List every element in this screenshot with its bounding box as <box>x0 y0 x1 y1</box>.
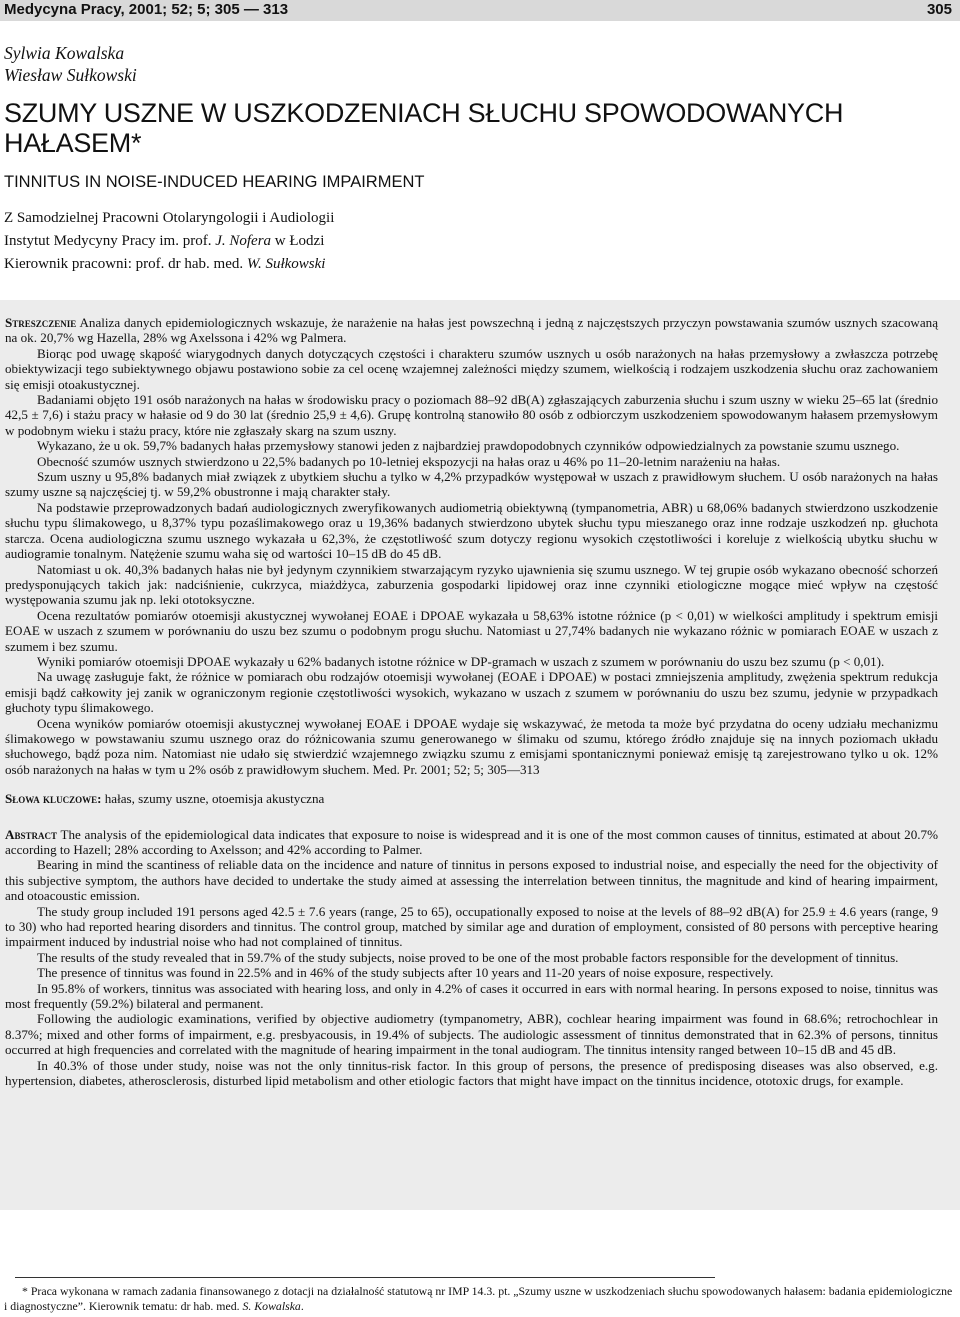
abstract-en-text: The results of the study revealed that in 59.7% of the study subjects, noise proved to be one of the most probable factors responsible for the development of tinnitus. <box>37 949 899 965</box>
footnote <box>4 1284 956 1313</box>
streszczenie-paragraph <box>5 438 938 453</box>
streszczenie-text: Analiza danych epidemiologicznych wskazuje, że narażenie na hałas jest powszechną i jedną z najczęstszych przyczyn powstawania szumów usznych szacowaną na ok. 20,7% wg Hazella, 28% wg Axelssona i 42% wg Palmera. <box>5 315 938 346</box>
abstract-box <box>0 300 960 1210</box>
abstract-en-paragraph <box>5 857 938 903</box>
streszczenie-paragraph <box>5 562 938 608</box>
affiliation-line <box>4 230 334 253</box>
footnote-end: . <box>300 1298 304 1313</box>
streszczenie-paragraph <box>5 500 938 562</box>
streszczenie-paragraph <box>5 454 938 469</box>
affiliation-line <box>4 253 334 276</box>
abstract-en-label: Abstract <box>5 826 57 842</box>
abstract-en-paragraph <box>5 981 938 1012</box>
author-name: Sylwia Kowalska <box>4 43 125 63</box>
abstract-en-text: The presence of tinnitus was found in 22.5% and in 46% of the study subjects after 10 years and 11-20 years of noise exposure, respectively. <box>37 965 774 981</box>
streszczenie-text: Obecność szumów usznych stwierdzono u 22,5% badanych po 10-letniej ekspozycji na hałas oraz u 46% po 11–20-letnim narażeniu na hałas. <box>37 453 781 469</box>
author-name: Wiesław Sułkowski <box>4 65 137 85</box>
keywords-text: hałas, szumy uszne, otoemisja akustyczna <box>101 791 325 807</box>
affiliation-text: w Łodzi <box>271 233 325 249</box>
keywords-label: Słowa kluczowe: <box>5 791 102 807</box>
streszczenie-paragraph <box>5 315 938 346</box>
streszczenie-text: Na uwagę zasługuje fakt, że różnice w pomiarach obu rodzajów otoemisji wywołanej (EOAE i DPOAE) w postaci zmniejszenia amplitudy, zwężenia spektrum redukcja emisji bądź całkowity jej zanik w ograniczonym regionie częstotliwości wysokich, wykazano w uszach z szumem w porównaniu do uszu bez szumu, jedynie w przypadkach głuchoty typu ślimakowego. <box>5 669 938 716</box>
article-title: SZUMY USZNE W USZKODZENIACH SŁUCHU SPOWODOWANYCH HAŁASEM* <box>4 98 844 158</box>
streszczenie-label: Streszczenie <box>5 315 77 330</box>
streszczenie-paragraph <box>5 346 938 392</box>
footnote-text <box>4 1284 956 1313</box>
author-list <box>4 42 137 86</box>
streszczenie-paragraph <box>5 716 938 778</box>
abstract-en-text: Bearing in mind the scantiness of reliable data on the incidence and nature of tinnitus in persons exposed to industrial noise, and especially the need for the objectivity of this subjective symptom, the authors have decided to undertake the study aimed at assessing the interrelation between tinnitus, the magnitude and kind of hearing impairment, and otoacoustic emission. <box>5 857 938 904</box>
footnote-divider <box>15 1277 715 1278</box>
abstract-en-text: Following the audiologic examinations, verified by objective audiometry (tympanometry, ABR), cochlear hearing impairment was found in 68.6%; retrochochlear in 8.37%; mixed and other forms of impairment, e.g. presbyacousis, in 19.4% of subjects. The audiologic assessment of tinnitus demonstrated that in 62.3% of persons, tinnitus occurred at high frequencies and correlated with the magnitude of hearing impairment in the tonal audiogram. The tinnitus intensity ranged between 10–15 dB and 45 dB. <box>5 1011 938 1058</box>
streszczenie-text: Wykazano, że u ok. 59,7% badanych hałas przemysłowy stanowi jeden z najbardziej prawdopodobnych czynników odpowiedzialnych za powstanie szumu usznego. <box>37 438 900 454</box>
page-number: 305 <box>926 1 952 18</box>
streszczenie-section <box>5 315 938 777</box>
abstract-en-paragraph <box>5 950 938 965</box>
abstract-en-paragraph <box>5 1011 938 1057</box>
streszczenie-paragraph <box>5 608 938 654</box>
footnote-body: * Praca wykonana w ramach zadania finansowanego z dotacji na działalność statutową nr IMP 14.3. pt. „Szumy uszne w uszkodzeniach słuchu spowodowanych hałasem: badania epidemiologiczne i diagnostyczne”. Kierownik tematu: dr hab. med. <box>4 1284 953 1313</box>
head-name: W. Sułkowski <box>246 256 326 272</box>
abstract-content <box>5 315 938 1089</box>
affiliation-text: Instytut Medycyny Pracy im. prof. <box>4 233 216 249</box>
streszczenie-text: Biorąc pod uwagę skąpość wiarygodnych danych dotyczących częstości i charakteru szumów usznych u osób narażonych na hałas przemysłowy a zwłaszcza potrzebę obiektywizacji tego subiektywnego objawu postawiono sobie za cel ocenę wzajemnej zależności między szumem, wielkością i rodzajem uszkodzenia słuchu oraz zachowaniem się emisji otoakustycznej. <box>5 345 938 392</box>
abstract-en-paragraph <box>5 965 938 980</box>
journal-citation: Medycyna Pracy, 2001; 52; 5; 305 — 313 <box>4 1 289 18</box>
affiliation-line: Z Samodzielnej Pracowni Otolaryngologii i Audiologii <box>4 210 335 226</box>
streszczenie-paragraph <box>5 469 938 500</box>
keywords-line <box>5 791 938 806</box>
streszczenie-paragraph <box>5 654 938 669</box>
streszczenie-text: Wyniki pomiarów otoemisji DPOAE wykazały u 62% badanych istotne różnice w DP-gramach w uszach z szumem w porównaniu do uszu bez szumu (p < 0,01). <box>37 653 885 669</box>
abstract-en-paragraph <box>5 1058 938 1089</box>
streszczenie-text: Ocena wyników pomiarów otoemisji akustycznej wywołanej EOAE i DPOAE wydaje się wskazywać, że metoda ta może być przydatna do oceny udziału mechanizmu ślimakowego w powstawaniu szumu usznego oraz do różnicowania szumu generowanego w ślimaku od szumu, którego źródło znajduje się na innych poziomach układu słuchowego, bądź poza nim. Natomiast nie udało się stwierdzić wzajemnego związku szumu z emisjami spontanicznymi ponieważ emisję tą zarejestrowano tylko u ok. 12% osób narażonych na hałas w tym u 2% osób z prawidłowym słuchem. Med. Pr. 2001; 52; 5; 305—313 <box>5 715 938 777</box>
streszczenie-text: Ocena rezultatów pomiarów otoemisji akustycznej wywołanej EOAE i DPOAE wykazała u 58,63% istotne różnice (p < 0,01) w wielkości amplitudy i spektrum emisji EOAE w uszach z szumem w porównaniu do uszu bez szumu o podobnym progu słuchu. Natomiast u 27,74% badanych nie wykazano różnic w pomiarach EOAE w uszach z szumem i bez szumu. <box>5 607 938 654</box>
streszczenie-text: Szum uszny u 95,8% badanych miał związek z ubytkiem słuchu a tylko w 4,2% przypadków występował w uszach z prawidłowym słuchem. U osób narażonych na hałas szumy uszne są najczęściej tj. w 59,2% obustronne i mają charakter stały. <box>5 469 938 500</box>
footnote-author: S. Kowalska <box>242 1298 301 1313</box>
affiliation-text: Kierownik pracowni: prof. dr hab. med. <box>4 256 247 272</box>
abstract-en-paragraph <box>5 827 938 858</box>
abstract-en-text: The study group included 191 persons aged 42.5 ± 7.6 years (range, 25 to 65), occupationally exposed to noise at the levels of 88–92 dB(A) for 25.9 ± 4.6 years (range, 9 to 30) who had reported hearing disorders and tinnitus. The control group, matched by similar age and duration of employment, consisted of 80 persons with perceptive hearing impairment induced by industrial noise who had not complained of tinnitus. <box>5 903 938 950</box>
streszczenie-paragraph <box>5 392 938 438</box>
article-title-english: TINNITUS IN NOISE-INDUCED HEARING IMPAIRMENT <box>4 173 425 191</box>
abstract-en-text: The analysis of the epidemiological data indicates that exposure to noise is widespread and it is one of the most common causes of tinnitus, estimated at about 20.7% according to Hazell; 28% according to Axelsson; and 42% according to Palmer. <box>5 826 938 857</box>
abstract-en-text: In 40.3% of those under study, noise was not the only tinnitus-risk factor. In this group of persons, the presence of predisposing diseases was also observed, e.g. hypertension, diabetes, atherosclerosis, disturbed lipid metabolism and other etiologic factors that might have impact on the tinnitus incidence, ototoxic drugs, for example. <box>5 1057 938 1089</box>
patron-name: J. Nofera <box>215 233 272 249</box>
streszczenie-paragraph <box>5 669 938 715</box>
abstract-en-text: In 95.8% of workers, tinnitus was associated with hearing loss, and only in 4.2% of cases it occurred in ears with normal hearing. In persons exposed to noise, tinnitus was most frequently (59.2%) bilateral and permanent. <box>5 980 938 1012</box>
running-header <box>0 0 960 21</box>
streszczenie-text: Na podstawie przeprowadzonych badań audiologicznych zweryfikowanych audiometrią obiektywną (tympanometria, ABR) u 68,06% badanych stwierdzono uszkodzenie słuchu typu ślimakowego, u 8,37% typu pozaślimakowego oraz u 19,36% badanych stwierdzono ubytek słuchu typu mieszanego oraz inne rodzaje uszkodzeń np. głuchota starcza. Ocena audiologiczna szumu usznego wykazała u 62,3%, że częstotliwość szum dotyczy regionu wysokich częstotliwości i koreluje z wielkością ubytku słuchu w audiogramie tonalnym. Natężenie szumu waha się od wartości 10–15 dB do 45 dB. <box>5 499 938 562</box>
abstract-english-section <box>5 827 938 1089</box>
abstract-en-paragraph <box>5 904 938 950</box>
affiliation <box>4 207 334 276</box>
streszczenie-text: Badaniami objęto 191 osób narażonych na hałas w środowisku pracy o poziomach 88–92 dB(A) zgłaszających zaburzenia słuchu i szum uszny w wieku 25–65 lat (średnio 42,5 ± 7,6) i stażu pracy w hałasie od 9 do 30 lat (średnio 25,9 ± 4,6). Grupę kontrolną stanowiło 80 osób z odbiorczym uszkodzeniem spowodowanym hałasem przemysłowym w podobnym wieku i stażu pracy, które nie zgłaszały skarg na szum uszny. <box>5 392 938 438</box>
streszczenie-text: Natomiast u ok. 40,3% badanych hałas nie był jedynym czynnikiem stwarzającym ryzyko ujawnienia się szumu usznego. W tej grupie osób wykazano obecność schorzeń predysponujących takich jak: nadciśnienie, cukrzyca, miażdżyca, zaburzenia gospodarki lipidowej oraz inne czynniki etiologiczne mogące mieć wpływ na częstość występowania szumu jak np. leki ototoksyczne. <box>5 561 938 608</box>
